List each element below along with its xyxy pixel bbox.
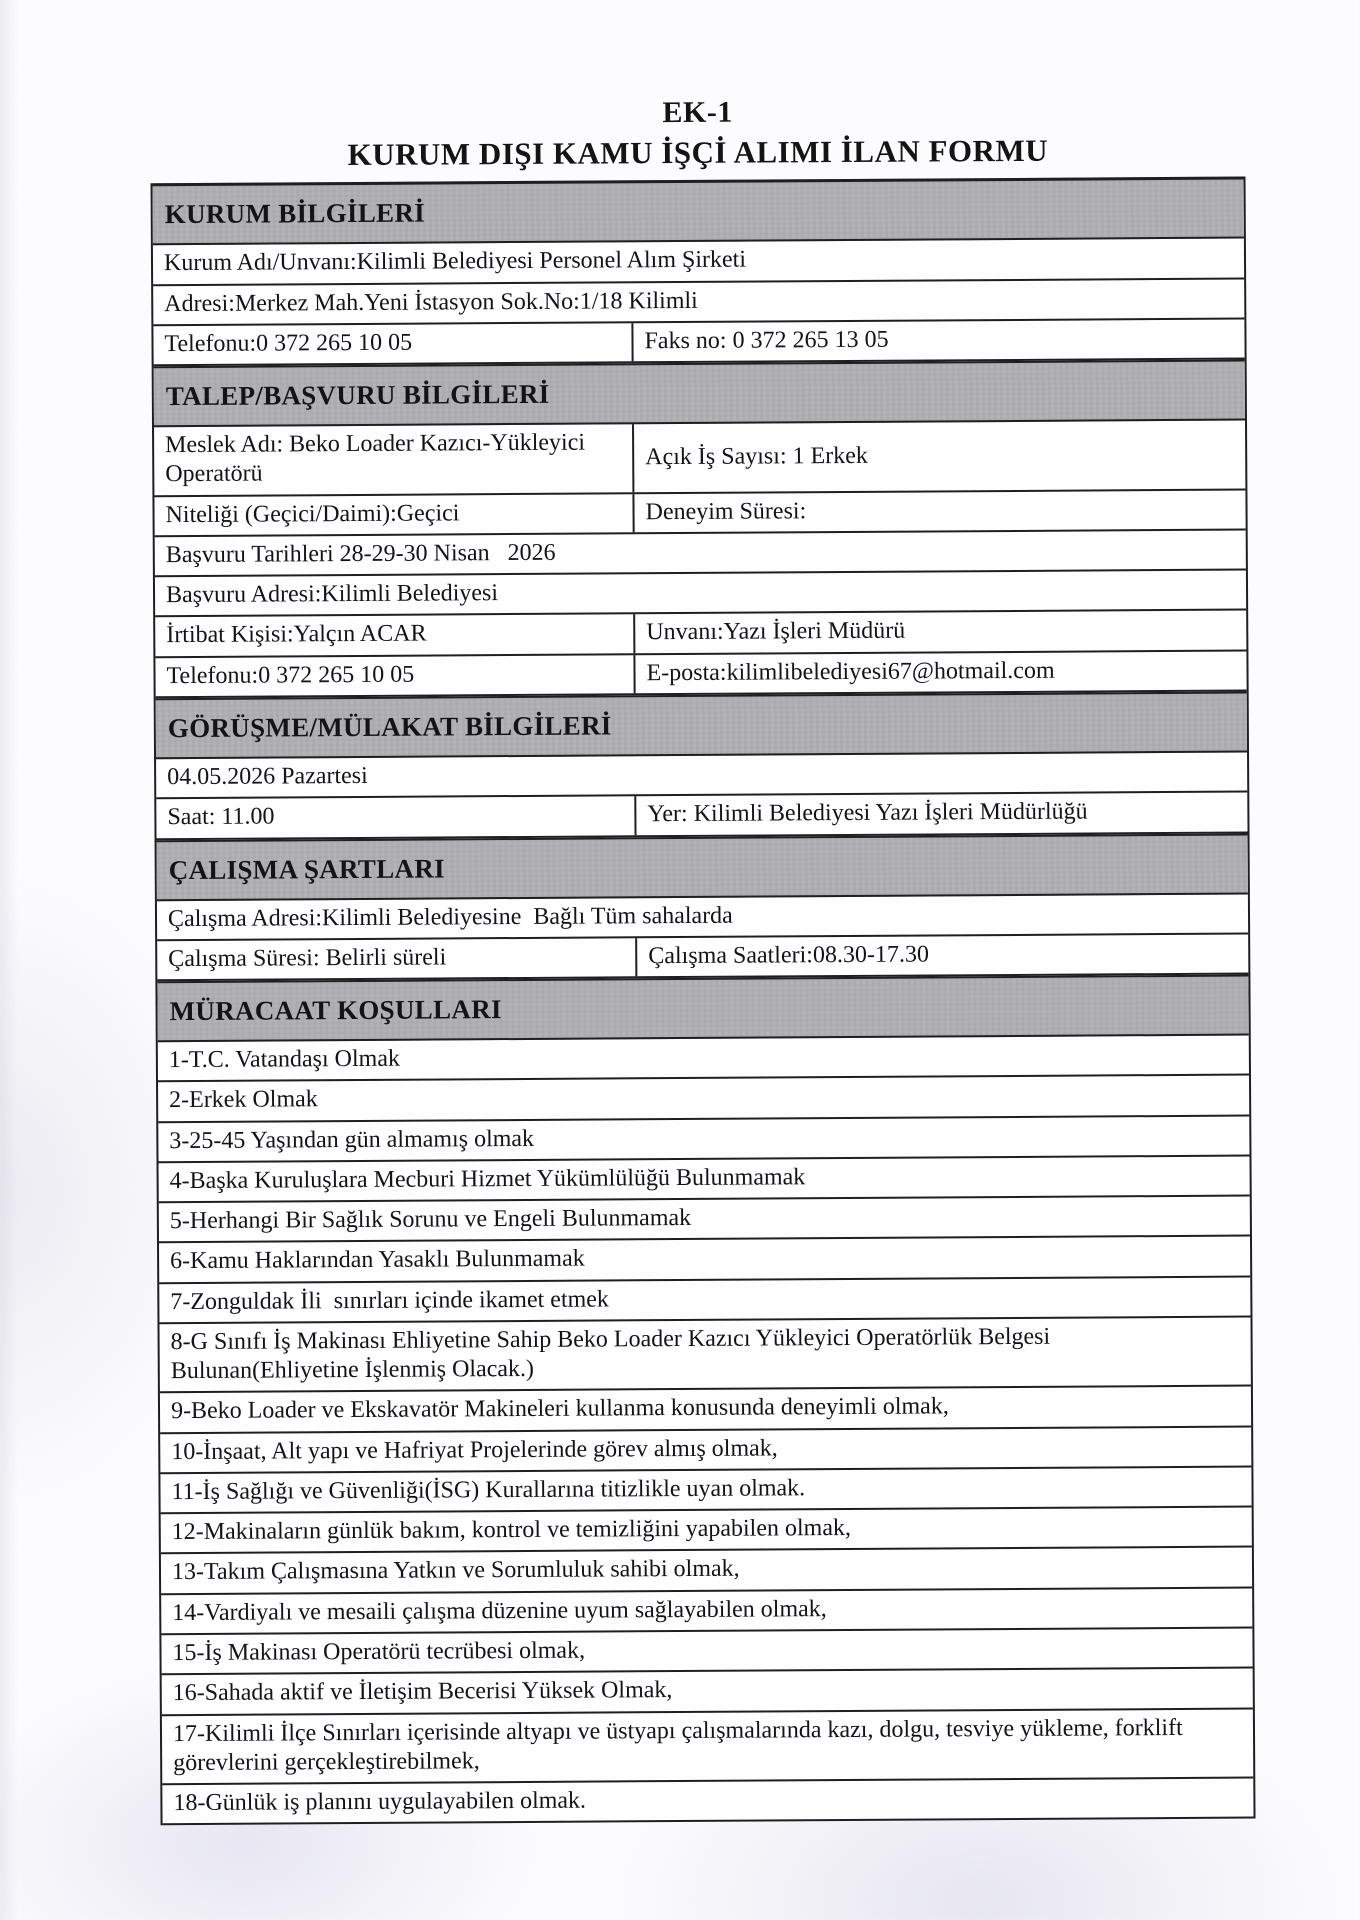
section-header: MÜRACAAT KOŞULLARI: [157, 975, 1248, 1043]
table-row: [158, 1116, 1249, 1163]
table-cell: 17-Kilimli İlçe Sınırları içerisinde altyapı ve üstyapı çalışmalarında kazı, dolgu, tesviye yükleme, forklift görevlerini gerçekleştirebilmek,: [172, 1714, 1189, 1776]
table-row: [159, 1237, 1250, 1284]
form-table: [151, 177, 1256, 1826]
table-row: [153, 239, 1244, 286]
table-row: [156, 753, 1247, 800]
table-row: [162, 1669, 1253, 1716]
form-title: KURUM DIŞI KAMU İŞÇİ ALIMI İLAN FORMU: [347, 132, 1049, 172]
table-cell: 12-Makinaların günlük bakım, kontrol ve temizliğini yapabilen olmak,: [171, 1515, 852, 1546]
table-cell: Yer: Kilimli Belediyesi Yazı İşleri Müdürlüğü: [647, 798, 1088, 828]
table-row: [154, 490, 1245, 537]
table-row: [156, 793, 1247, 840]
table-row: [159, 1156, 1250, 1203]
table-row: [161, 1508, 1252, 1555]
table-row: [159, 1277, 1250, 1324]
table-cell: Başvuru Adresi:Kilimli Belediyesi: [165, 580, 499, 609]
table-row: [153, 279, 1244, 326]
table-cell: Niteliği (Geçici/Daimi):Geçici: [154, 494, 634, 535]
table-cell: 5-Herhangi Bir Sağlık Sorunu ve Engeli Bulunmamak: [169, 1205, 692, 1235]
table-cell: 9-Beko Loader ve Ekskavatör Makineleri kullanma konusunda deneyimli olmak,: [170, 1393, 949, 1425]
table-row: [153, 319, 1244, 366]
table-row: [161, 1588, 1252, 1635]
table-cell: Açık İş Sayısı: 1 Erkek: [645, 442, 868, 470]
section-header: GÖRÜŞME/MÜLAKAT BİLGİLERİ: [156, 692, 1247, 760]
table-cell: 8-G Sınıfı İş Makinası Ehliyetine Sahip Beko Loader Kazıcı Yükleyici Operatörlük Belgesi Bulunan(Ehliyetine İşlenmiş Olacak.): [170, 1323, 1057, 1385]
section-header: ÇALIŞMA ŞARTLARI: [157, 833, 1248, 901]
table-cell: Faks no: 0 372 265 13 05: [644, 326, 889, 355]
table-row: [154, 421, 1245, 497]
table-cell: 6-Kamu Haklarından Yasaklı Bulunmamak: [170, 1245, 585, 1275]
table-cell: 10-İnşaat, Alt yapı ve Hafriyat Projelerinde görev almış olmak,: [171, 1435, 778, 1465]
table-row: [155, 571, 1246, 618]
table-cell: E-posta:kilimlibelediyesi67@hotmail.com: [646, 657, 1055, 686]
table-row: [157, 934, 1248, 981]
table-row: [155, 651, 1246, 698]
table-row: [155, 611, 1246, 658]
table-cell: Saat: 11.00: [156, 797, 636, 838]
table-row: [161, 1548, 1252, 1595]
table-cell: Çalışma Adresi:Kilimli Belediyesine Bağlı Tüm sahalarda: [167, 902, 733, 932]
table-cell: 2-Erkek Olmak: [169, 1086, 318, 1114]
table-cell: 4-Başka Kuruluşlara Mecburi Hizmet Yükümlülüğü Bulunmamak: [169, 1164, 806, 1194]
form-code: EK-1: [662, 95, 733, 130]
table-cell: 18-Günlük iş planını uygulayabilen olmak.: [173, 1787, 587, 1817]
table-cell: Deneyim Süresi:: [645, 497, 807, 525]
table-cell: 14-Vardiyalı ve mesaili çalışma düzenine uyum sağlayabilen olmak,: [172, 1595, 827, 1626]
table-cell: Telefonu:0 372 265 10 05: [155, 655, 635, 696]
table-cell: Kurum Adı/Unvanı:Kilimli Belediyesi Personel Alım Şirketi: [163, 246, 747, 277]
table-row: [161, 1629, 1252, 1676]
table-row: [155, 530, 1246, 577]
section-header: TALEP/BAŞVURU BİLGİLERİ: [154, 360, 1245, 428]
table-cell: Telefonu:0 372 265 10 05: [153, 323, 633, 364]
table-cell: 15-İş Makinası Operatörü tecrübesi olmak,: [172, 1637, 586, 1667]
table-cell: İrtibat Kişisi:Yalçın ACAR: [155, 615, 635, 656]
table-cell: Unvanı:Yazı İşleri Müdürü: [646, 618, 906, 646]
table-row: [159, 1197, 1250, 1244]
table-cell: Başvuru Tarihleri 28-29-30 Nisan 2026: [165, 539, 556, 569]
table-cell: 04.05.2026 Pazartesi: [167, 762, 368, 791]
table-cell: 1-T.C. Vatandaşı Olmak: [168, 1045, 401, 1074]
section-header: KURUM BİLGİLERİ: [153, 177, 1244, 246]
table-row: [162, 1709, 1253, 1785]
table-row: [160, 1467, 1251, 1514]
table-cell: 3-25-45 Yaşından gün almamış olmak: [169, 1125, 535, 1154]
table-cell: Meslek Adı: Beko Loader Kazıcı-Yükleyici Operatörü: [154, 424, 634, 494]
table-row: [160, 1387, 1251, 1434]
table-row: [159, 1317, 1250, 1393]
table-row: [160, 1427, 1251, 1474]
form-header: [150, 93, 1245, 174]
table-row: [158, 1076, 1249, 1123]
table-cell: Adresi:Merkez Mah.Yeni İstasyon Sok.No:1/18 Kilimli: [164, 287, 698, 317]
table-row: [157, 894, 1248, 941]
table-row: [162, 1779, 1253, 1826]
table-cell: 11-İş Sağlığı ve Güvenliği(İSG) Kurallarına titizlikle uyan olmak.: [171, 1475, 806, 1506]
table-cell: Çalışma Saatleri:08.30-17.30: [648, 941, 929, 969]
table-cell: 16-Sahada aktif ve İletişim Becerisi Yüksek Olmak,: [172, 1677, 673, 1707]
table-cell: 13-Takım Çalışmasına Yatkın ve Sorumluluk sahibi olmak,: [171, 1556, 740, 1586]
table-cell: Çalışma Süresi: Belirli süreli: [157, 938, 637, 979]
table-row: [158, 1036, 1249, 1083]
scanned-form-page: [0, 92, 1360, 1827]
table-cell: 7-Zonguldak İli sınırları içinde ikamet etmek: [170, 1286, 609, 1315]
